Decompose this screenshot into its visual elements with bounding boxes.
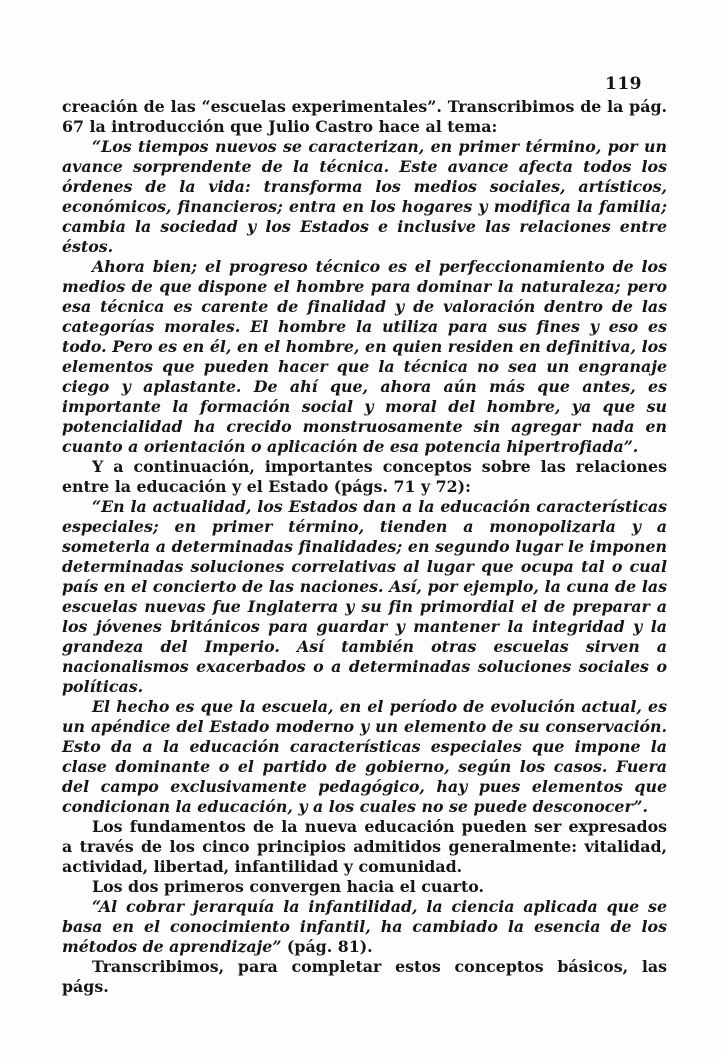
paragraph xyxy=(62,697,667,817)
body-text: (pág. 81). xyxy=(281,937,373,956)
paragraph xyxy=(62,97,667,137)
quote-text: Ahora bien; el progreso técnico es el perfeccionamiento de los medios de que dispone el hombre para dominar la naturaleza; pero esa técnica es carente de finalidad y de valoración dentro de las categorías morales. El hombre la utiliza para sus fines y eso es todo. Pero es en él, en el hombre, en quien residen en definitiva, los elementos que pueden hacer que la técnica no sea un engranaje ciego y aplastante. De ahí que, ahora aún más que antes, es importante la formación social y moral del hombre, ya que su potencialidad ha crecido monstruosamente sin agregar nada en cuanto a orientación o aplicación de esa potencia hipertrofiada”. xyxy=(62,257,667,456)
paragraph xyxy=(62,957,667,997)
quote-text: “Al cobrar jerarquía la infantilidad, la ciencia aplicada que se basa en el conocimiento infantil, ha cambiado la esencia de los métodos de aprendizaje” xyxy=(62,897,667,956)
page-number: 119 xyxy=(605,74,642,94)
paragraph xyxy=(62,817,667,877)
body-text: Y a continuación, importantes conceptos sobre las relaciones entre la educación y el Estado (págs. 71 y 72): xyxy=(62,457,667,496)
quote-text: El hecho es que la escuela, en el período de evolución actual, es un apéndice del Estado moderno y un elemento de su conservación. Esto da a la educación características especiales que impone la clase dominante o el partido de gobierno, según los casos. Fuera del campo exclusivamente pedagógico, hay pues elementos que condicionan la educación, y a los cuales no se puede desconocer”. xyxy=(62,697,667,816)
quote-text: “Los tiempos nuevos se caracterizan, en primer término, por un avance sorprendente de la técnica. Este avance afecta todos los órdenes de la vida: transforma los medios sociales, artísticos, económicos, financieros; entra en los hogares y modifica la familia; cambia la sociedad y los Estados e inclusive las relaciones entre éstos. xyxy=(62,137,667,256)
paragraph xyxy=(62,897,667,957)
paragraph xyxy=(62,497,667,697)
paragraph xyxy=(62,457,667,497)
body-text: Los dos primeros convergen hacia el cuarto. xyxy=(92,877,485,896)
quote-text: “En la actualidad, los Estados dan a la educación características especiales; en primer término, tienden a monopolizarla y a someterla a determinadas finalidades; en segundo lugar le imponen determinadas soluciones correlativas al lugar que ocupa tal o cual país en el concierto de las naciones. Así, por ejemplo, la cuna de las escuelas nuevas fue Inglaterra y su fin primordial el de preparar a los jóvenes británicos para guardar y mantener la integridad y la grandeza del Imperio. Así también otras escuelas sirven a nacionalismos exacerbados o a determinadas soluciones sociales o políticas. xyxy=(62,497,667,696)
body-text: creación de las “escuelas experimentales”. Transcribimos de la pág. 67 la introducción que Julio Castro hace al tema: xyxy=(62,97,667,136)
paragraph xyxy=(62,257,667,457)
paragraph xyxy=(62,877,667,897)
text-block xyxy=(62,97,667,997)
body-text: Transcribimos, para completar estos conceptos básicos, las págs. xyxy=(62,957,667,996)
body-text: Los fundamentos de la nueva educación pueden ser expresados a través de los cinco principios admitidos generalmente: vitalidad, actividad, libertad, infantilidad y comunidad. xyxy=(62,817,667,876)
paragraph xyxy=(62,137,667,257)
